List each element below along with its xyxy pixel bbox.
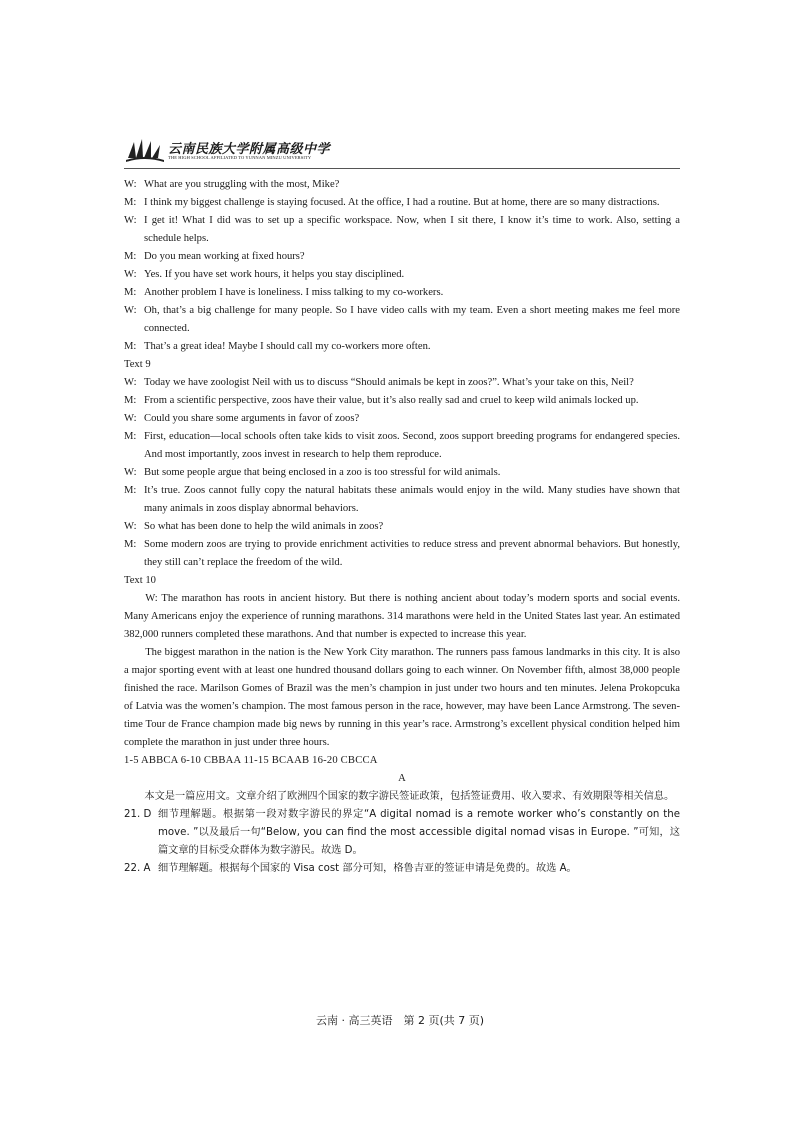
text9-heading: Text 9 xyxy=(124,359,151,370)
text10-paragraph: The biggest marathon in the nation is the New York City marathon. The runners pass famous landmarks in this city. It is also a major sporting event with at least one hundred thousand dollars going to each winner. On November fifth, almost 38,000 people finished the race. Marilson Gomes of Brazil was the men’s champion in just under two hours and ten minutes. Jelena Prokopcuka of Latvia was the women’s champion. The most famous person in the race, however, may have been Lance Armstrong. The seven-time Tour de France champion made big news by running in this year’s race. Armstrong’s excellent physical condition helped him complete the marathon in just under three hours. xyxy=(124,647,680,748)
speaker-label: M: xyxy=(124,485,137,496)
section-letter: A xyxy=(398,773,406,784)
dialogue-text: From a scientific perspective, zoos have their value, but it’s also really sad and cruel to keep wild animals locked up. xyxy=(144,395,639,406)
speaker-label: M: xyxy=(124,431,137,442)
dialogue-line xyxy=(124,374,680,392)
answer-key: 1-5 ABBCA 6-10 CBBAA 11-15 BCAAB 16-20 CBCCA xyxy=(124,755,378,766)
school-name: 云南民族大学附属高级中学 xyxy=(168,141,331,156)
dialogue-line xyxy=(124,536,680,572)
dialogue-line xyxy=(124,410,680,428)
question-answer: 21. D xyxy=(124,809,152,820)
speaker-label: M: xyxy=(124,251,137,262)
dialogue-line xyxy=(124,176,680,194)
dialogue-line xyxy=(124,194,680,212)
dialogue-text: But some people argue that being enclosed in a zoo is too stressful for wild animals. xyxy=(144,467,501,478)
speaker-label: W: xyxy=(124,305,137,316)
dialogue-line xyxy=(124,248,680,266)
dialogue-text9 xyxy=(124,374,680,572)
explanation-item xyxy=(124,860,680,878)
dialogue-line xyxy=(124,464,680,482)
dialogue-text: First, education—local schools often take kids to visit zoos. Second, zoos support breeding programs for endangered species. And most importantly, zoos invest in research to help them reproduce. xyxy=(144,431,680,460)
dialogue-text: So what has been done to help the wild animals in zoos? xyxy=(144,521,384,532)
dialogue-text8 xyxy=(124,176,680,356)
question-answer: 22. A xyxy=(124,863,151,874)
dialogue-line xyxy=(124,338,680,356)
dialogue-text: Could you share some arguments in favor of zoos? xyxy=(144,413,360,424)
speaker-label: W: xyxy=(124,269,137,280)
speaker-label: W: xyxy=(124,521,137,532)
speaker-label: M: xyxy=(124,287,137,298)
dialogue-line xyxy=(124,266,680,284)
speaker-label: M: xyxy=(124,395,137,406)
explanation-text: 细节理解题。根据第一段对数字游民的界定“A digital nomad is a remote worker who’s constantly on the move. ”以及最后一句“Below, you can find the most accessible digital nomad visas in Europe. ”可知，这篇文章的目标受众群体为数字游民。故选 D。 xyxy=(158,809,680,856)
speaker-label: M: xyxy=(124,197,137,208)
dialogue-text: What are you struggling with the most, Mike? xyxy=(144,179,340,190)
passage-summary: 本文是一篇应用文。文章介绍了欧洲四个国家的数字游民签证政策，包括签证费用、收入要求、有效期限等相关信息。 xyxy=(144,791,675,802)
page-footer: 云南 · 高三英语 第 2 页(共 7 页) xyxy=(315,1014,485,1027)
dialogue-text: It’s true. Zoos cannot fully copy the natural habitats these animals would enjoy in the wild. Many studies have shown that many animals in zoos display abnormal behaviors. xyxy=(144,485,680,514)
dialogue-line xyxy=(124,212,680,248)
page-content xyxy=(124,176,680,878)
dialogue-line xyxy=(124,428,680,464)
explanation-text: 细节理解题。根据每个国家的 Visa cost 部分可知，格鲁吉亚的签证申请是免费的。故选 A。 xyxy=(158,863,577,874)
speaker-label: W: xyxy=(124,377,137,388)
dialogue-line xyxy=(124,284,680,302)
dialogue-line xyxy=(124,392,680,410)
dialogue-line xyxy=(124,302,680,338)
explanation-item xyxy=(124,806,680,860)
speaker-label: M: xyxy=(124,539,137,550)
speaker-label: W: xyxy=(124,467,137,478)
speaker-label: W: xyxy=(124,413,137,424)
text10-paragraph: W: The marathon has roots in ancient history. But there is nothing ancient about today’s modern sports and social events. Many Americans enjoy the experience of running marathons. 314 marathons were held in the United States last year. An estimated 382,000 runners completed these marathons. And that number is expected to increase this year. xyxy=(124,593,680,640)
dialogue-text: Oh, that’s a big challenge for many people. So I have video calls with my team. Even a short meeting makes me feel more connected. xyxy=(144,305,680,334)
dialogue-text: That’s a great idea! Maybe I should call my co-workers more often. xyxy=(144,341,431,352)
dialogue-text: Do you mean working at fixed hours? xyxy=(144,251,305,262)
school-subtitle: THE HIGH SCHOOL AFFILIATED TO YUNNAN MINZU UNIVERSITY xyxy=(168,155,312,160)
dialogue-text: Yes. If you have set work hours, it helps you stay disciplined. xyxy=(144,269,405,280)
header-divider xyxy=(124,168,680,169)
dialogue-text: Today we have zoologist Neil with us to discuss “Should animals be kept in zoos?”. What’s your take on this, Neil? xyxy=(144,377,634,388)
speaker-label: W: xyxy=(124,215,137,226)
dialogue-text: Some modern zoos are trying to provide enrichment activities to reduce stress and prevent abnormal behaviors. But honestly, they still can’t replace the freedom of the wild. xyxy=(144,539,680,568)
speaker-label: M: xyxy=(124,341,137,352)
dialogue-line xyxy=(124,518,680,536)
text10-heading: Text 10 xyxy=(124,575,156,586)
speaker-label: W: xyxy=(124,179,137,190)
dialogue-line xyxy=(124,482,680,518)
dialogue-text: Another problem I have is loneliness. I miss talking to my co-workers. xyxy=(144,287,444,298)
dialogue-text: I think my biggest challenge is staying focused. At the office, I had a routine. But at home, there are so many distractions. xyxy=(144,197,660,208)
school-logo-icon xyxy=(124,136,166,164)
school-header xyxy=(124,136,364,166)
dialogue-text: I get it! What I did was to set up a specific workspace. Now, when I sit there, I know it’s time to work. Also, setting a schedule helps. xyxy=(144,215,680,244)
